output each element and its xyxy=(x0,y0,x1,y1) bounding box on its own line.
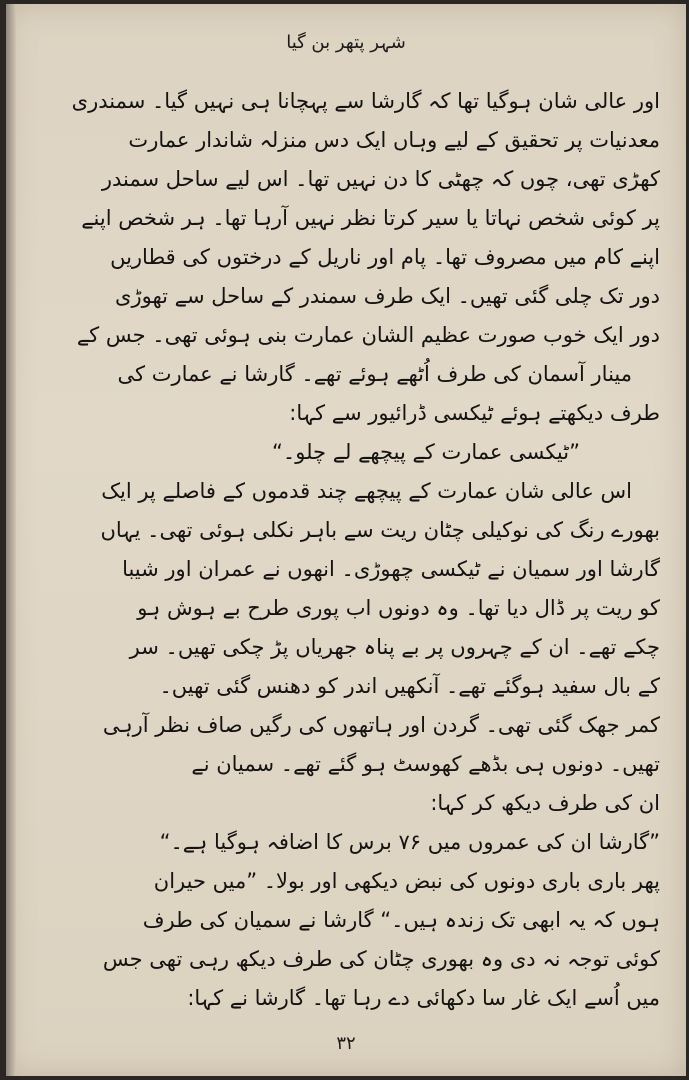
text-line-2: معدنیات پر تحقیق کے لیے وہاں ایک دس منزلہ شاندار عمارت xyxy=(128,128,660,152)
text-line-21: پھر باری باری دونوں کی نبض دیکھی اور بولا۔ ”میں حیران xyxy=(153,869,660,893)
text-line-19: ان کی طرف دیکھ کر کہا: xyxy=(430,791,660,815)
page-number: ۳۲ xyxy=(336,1033,356,1054)
page-body-text xyxy=(40,82,660,1018)
text-line-13: گارشا اور سمیان نے ٹیکسی چھوڑی۔ انھوں نے عمران اور شیبا xyxy=(122,557,660,581)
text-line-14: کو ریت پر ڈال دیا تھا۔ وہ دونوں اب پوری طرح بے ہوش ہو xyxy=(137,596,660,620)
text-line-4: پر کوئی شخص نہاتا یا سیر کرتا نظر نہیں آرہا تھا۔ ہر شخص اپنے xyxy=(81,206,660,230)
text-line-9: طرف دیکھتے ہوئے ٹیکسی ڈرائیور سے کہا: xyxy=(289,401,660,425)
text-line-17: کمر جھک گئی تھی۔ گردن اور ہاتھوں کی رگیں صاف نظر آرہی xyxy=(102,713,660,737)
page-binding-edge xyxy=(6,4,16,1076)
text-line-5: اپنے کام میں مصروف تھا۔ پام اور ناریل کے درختوں کی قطاریں xyxy=(110,245,660,269)
text-line-3: کھڑی تھی، چوں کہ چھٹی کا دن نہیں تھا۔ اس لیے ساحل سمندر xyxy=(101,167,660,191)
text-line-6: دور تک چلی گئی تھیں۔ ایک طرف سمندر کے ساحل سے تھوڑی xyxy=(115,284,660,308)
running-head: شہر پتھر بن گیا xyxy=(286,32,406,53)
text-line-18: تھیں۔ دونوں ہی بڈھے کھوسٹ ہو گئے تھے۔ سمیان نے xyxy=(191,752,660,776)
text-line-1: اور عالی شان ہوگیا تھا کہ گارشا سے پہچانا ہی نہیں گیا۔ سمندری xyxy=(71,89,660,113)
text-line-11: اس عالی شان عمارت کے پیچھے چند قدموں کے فاصلے پر ایک xyxy=(101,479,632,503)
text-line-22: ہوں کہ یہ ابھی تک زندہ ہیں۔“ گارشا نے سمیان کی طرف xyxy=(142,908,660,932)
text-line-16: کے بال سفید ہوگئے تھے۔ آنکھیں اندر کو دھنس گئی تھیں۔ xyxy=(159,674,660,698)
text-line-7: دور ایک خوب صورت عظیم الشان عمارت بنی ہوئی تھی۔ جس کے xyxy=(76,323,660,347)
text-line-23: کوئی توجہ نہ دی وہ بھوری چٹان کی طرف دیکھ رہی تھی جس xyxy=(102,947,660,971)
text-line-24: میں اُسے ایک غار سا دکھائی دے رہا تھا۔ گارشا نے کہا: xyxy=(187,986,660,1010)
text-line-10: ”ٹیکسی عمارت کے پیچھے لے چلو۔“ xyxy=(272,440,580,464)
text-line-15: چکے تھے۔ ان کے چہروں پر بے پناہ جھریاں پڑ چکی تھیں۔ سر xyxy=(129,635,660,659)
text-line-12: بھورے رنگ کی نوکیلی چٹان ریت سے باہر نکلی ہوئی تھی۔ یہاں xyxy=(100,518,660,542)
book-page xyxy=(6,4,686,1076)
text-line-8: مینار آسمان کی طرف اُٹھے ہوئے تھے۔ گارشا نے عمارت کی xyxy=(117,362,632,386)
text-line-20: ”گارشا ان کی عمروں میں ۷۶ برس کا اضافہ ہوگیا ہے۔“ xyxy=(159,830,660,854)
